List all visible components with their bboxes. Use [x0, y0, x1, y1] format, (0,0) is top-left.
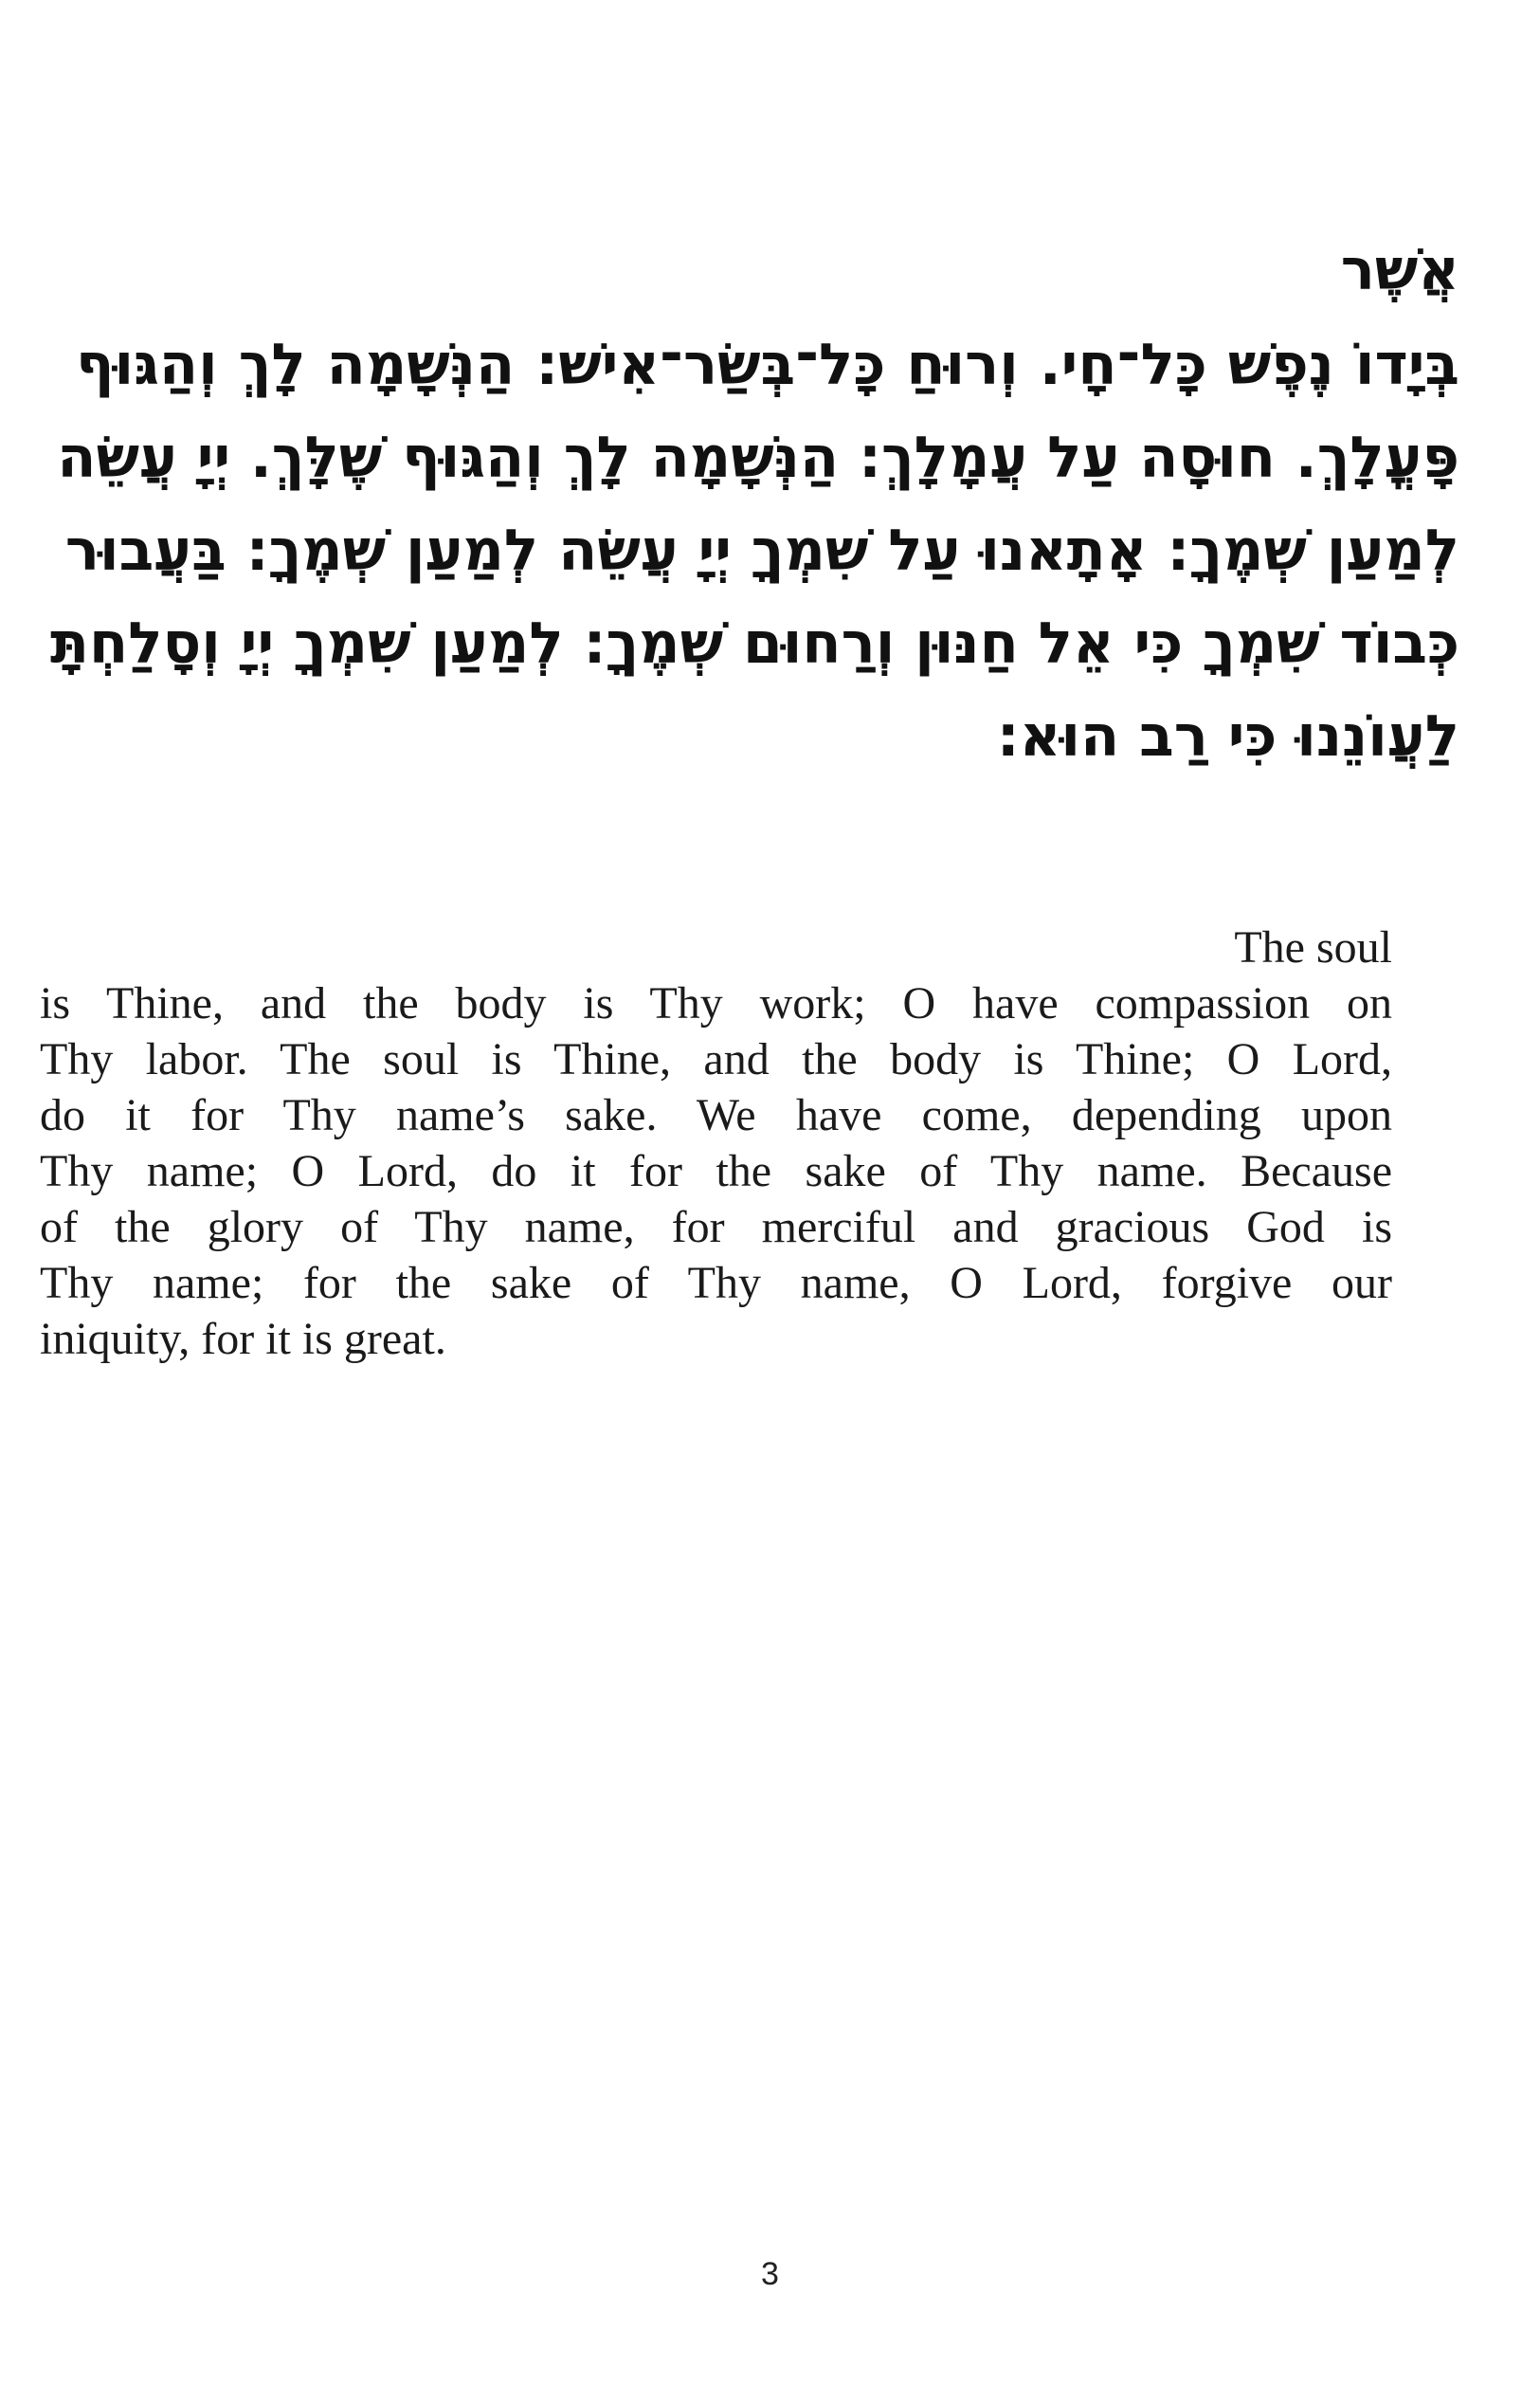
hebrew-prayer-text	[50, 237, 1459, 783]
hebrew-line: כְּבוֹד שִׁמְךָ כִּי אֵל חַנּוּן וְרַחוּם שְׁמֶךָ: לְמַעַן שִׁמְךָ יְיָ וְסָלַחְתָּ	[50, 610, 1459, 677]
english-line: do it for Thy name’s sake. We have come, depending upon	[40, 1090, 1392, 1140]
english-line: iniquity, for it is great.	[40, 1314, 446, 1364]
hebrew-line: פָּעֳלָךְ. חוּסָה עַל עֲמָלָךְ: הַנְּשָׁמָה לָךְ וְהַגּוּף שֶׁלָּךְ. יְיָ עֲשֵׂה	[57, 425, 1459, 491]
english-translation	[40, 919, 1392, 1367]
page-number: 3	[761, 2256, 779, 2292]
english-line: Thy labor. The soul is Thine, and the body is Thine; O Lord,	[40, 1034, 1392, 1084]
english-line: of the glory of Thy name, for merciful and gracious God is	[40, 1202, 1392, 1252]
english-line: The soul	[1234, 922, 1392, 973]
hebrew-opening-word: אֲשֶׁר	[1340, 237, 1459, 303]
english-line: Thy name; O Lord, do it for the sake of Thy name. Because	[40, 1146, 1392, 1196]
hebrew-line: לַעֲוֹנֵנוּ כִּי רַב הוּא:	[996, 703, 1459, 770]
english-line: Thy name; for the sake of Thy name, O Lord, forgive our	[40, 1258, 1392, 1308]
english-line: is Thine, and the body is Thy work; O have compassion on	[40, 978, 1392, 1029]
hebrew-line: בְּיָדוֹ נֶפֶשׁ כָּל־חָי. וְרוּחַ כָּל־בְּשַׂר־אִישׁ: הַנְּשָׁמָה לָךְ וְהַגּוּף	[76, 332, 1459, 398]
hebrew-line: לְמַעַן שְׁמֶךָ: אָתָאנוּ עַל שִׁמְךָ יְיָ עֲשֵׂה לְמַעַן שְׁמֶךָ: בַּעֲבוּר	[64, 518, 1459, 584]
